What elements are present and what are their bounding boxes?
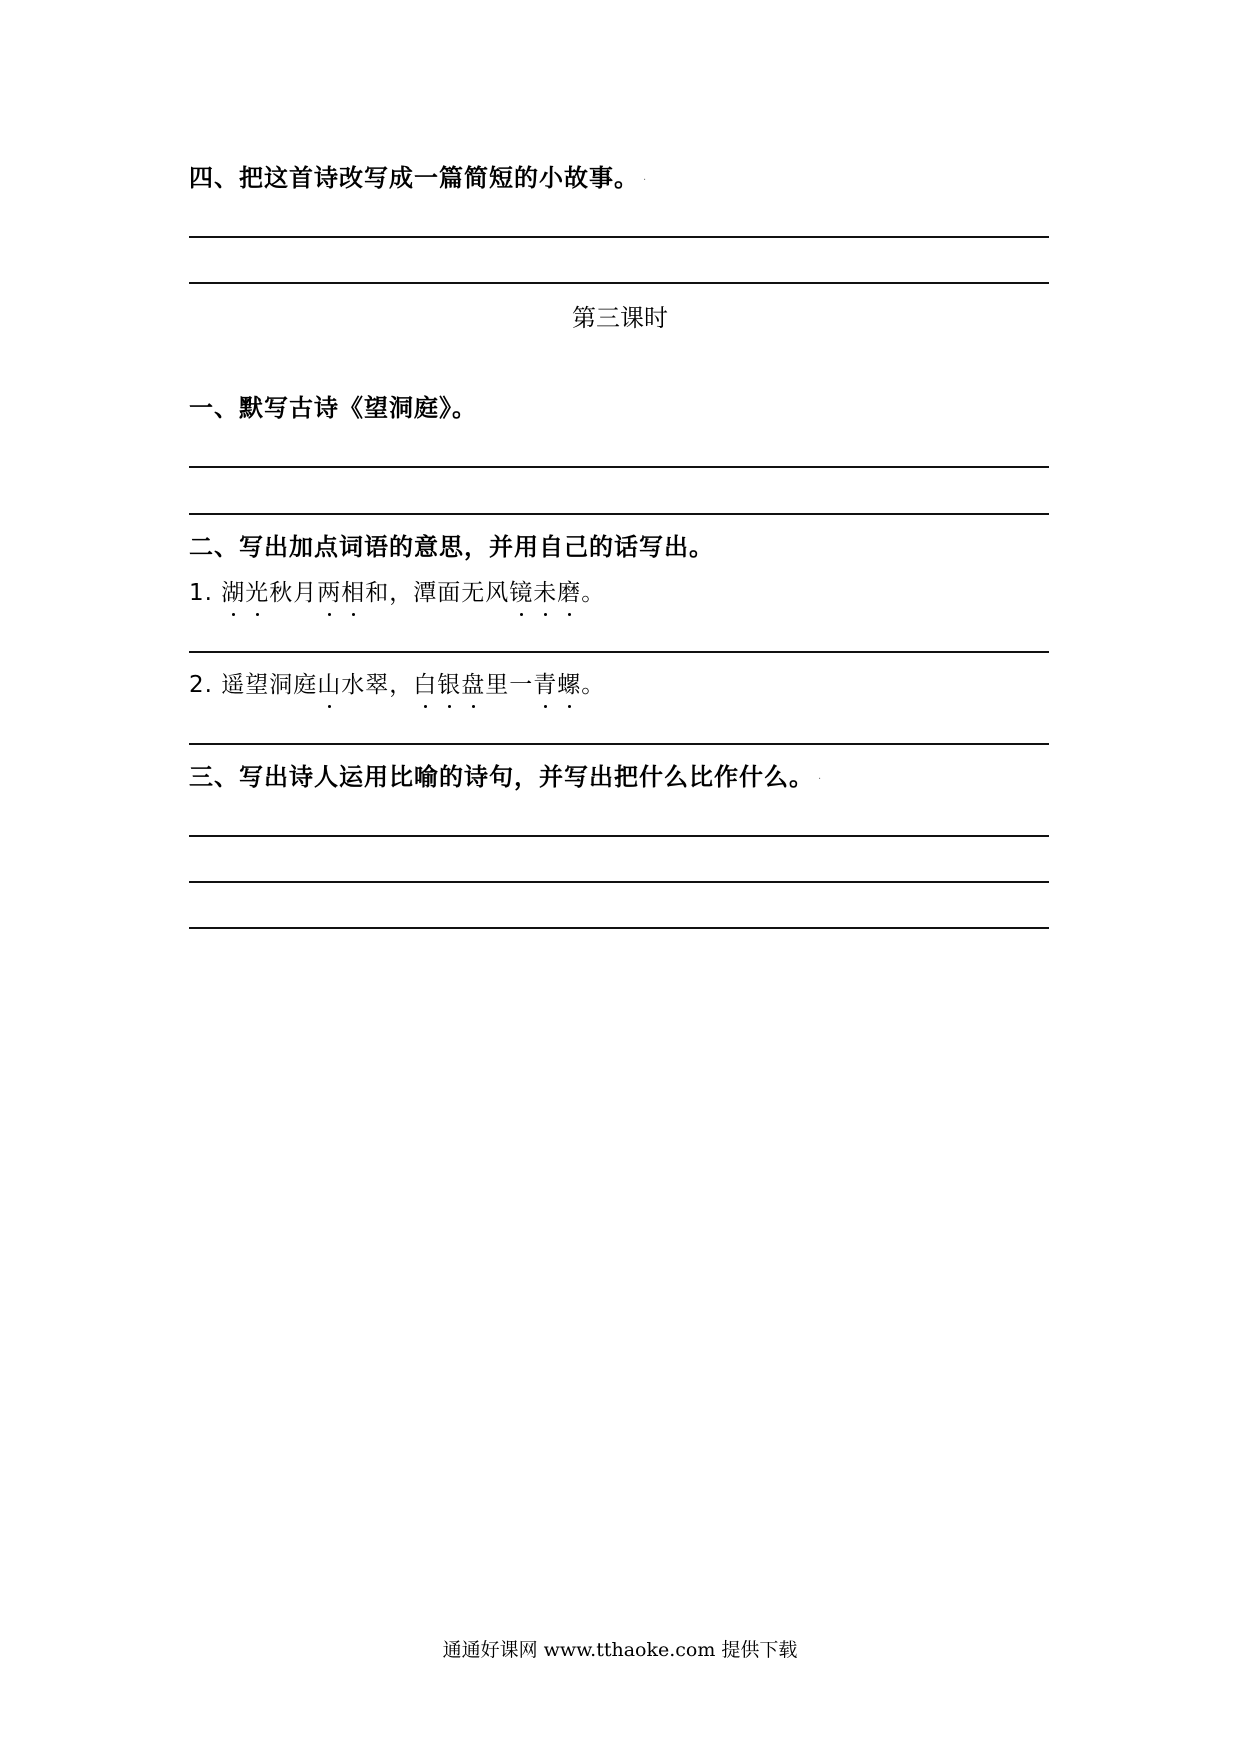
item-number: 2. xyxy=(189,672,222,698)
emphasized-char: 两 xyxy=(317,580,342,606)
question-1: 一、默写古诗《望洞庭》。 xyxy=(189,394,477,422)
emphasized-char: 螺 xyxy=(557,672,582,698)
poem-char: 风 xyxy=(485,580,510,606)
emphasized-char: 磨 xyxy=(557,580,582,606)
poem-chars xyxy=(221,672,605,698)
answer-line xyxy=(189,236,1049,238)
poem-line-2 xyxy=(189,670,605,700)
answer-line xyxy=(189,835,1049,837)
emphasized-char: 未 xyxy=(533,580,558,606)
emphasized-char: 湖 xyxy=(221,580,246,606)
answer-line xyxy=(189,927,1049,929)
question-3: 三、写出诗人运用比喻的诗句，并写出把什么比作什么。 . xyxy=(189,763,823,791)
poem-char: 庭 xyxy=(293,672,318,698)
emphasized-char: 相 xyxy=(341,580,366,606)
answer-line xyxy=(189,513,1049,515)
poem-chars xyxy=(221,580,605,606)
emphasized-char: 白 xyxy=(413,672,438,698)
poem-char: 无 xyxy=(461,580,486,606)
poem-char: 潭 xyxy=(413,580,438,606)
question-4: 四、把这首诗改写成一篇简短的小故事。 . xyxy=(189,164,648,192)
poem-char: 秋 xyxy=(269,580,294,606)
question-2: 二、写出加点词语的意思，并用自己的话写出。 xyxy=(189,533,714,561)
poem-char: 望 xyxy=(245,672,270,698)
poem-char: 。 xyxy=(581,672,606,698)
poem-line-1 xyxy=(189,578,605,608)
answer-line xyxy=(189,881,1049,883)
poem-char: ， xyxy=(389,580,414,606)
poem-char: 和 xyxy=(365,580,390,606)
answer-line xyxy=(189,743,1049,745)
lesson-heading: 第三课时 xyxy=(572,304,668,332)
emphasized-char: 盘 xyxy=(461,672,486,698)
poem-char: 一 xyxy=(509,672,534,698)
emphasized-char: 山 xyxy=(317,672,342,698)
poem-char: 洞 xyxy=(269,672,294,698)
emphasized-char: 镜 xyxy=(509,580,534,606)
emphasized-char: 银 xyxy=(437,672,462,698)
answer-line xyxy=(189,651,1049,653)
poem-char: 。 xyxy=(581,580,606,606)
poem-char: 水 xyxy=(341,672,366,698)
poem-char: 里 xyxy=(485,672,510,698)
poem-char: ， xyxy=(389,672,414,698)
poem-char: 月 xyxy=(293,580,318,606)
poem-char: 面 xyxy=(437,580,462,606)
poem-char: 翠 xyxy=(365,672,390,698)
footer-text: 通通好课网 www.tthaoke.com 提供下载 xyxy=(442,1639,798,1661)
item-number: 1. xyxy=(189,580,222,606)
emphasized-char: 青 xyxy=(533,672,558,698)
question-3-text: 三、写出诗人运用比喻的诗句，并写出把什么比作什么。 xyxy=(189,763,814,791)
poem-char: 遥 xyxy=(221,672,246,698)
emphasized-char: 光 xyxy=(245,580,270,606)
question-4-text: 四、把这首诗改写成一篇简短的小故事。 xyxy=(189,164,639,192)
answer-line xyxy=(189,282,1049,284)
answer-line xyxy=(189,466,1049,468)
